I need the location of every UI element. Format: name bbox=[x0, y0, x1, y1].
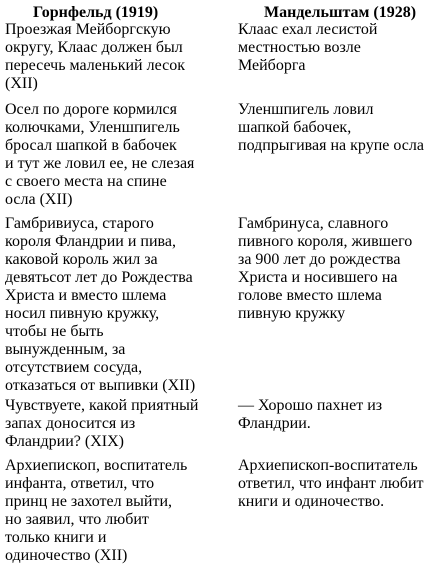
column-header-gornfeld: Горнфельд (1919) bbox=[33, 4, 159, 21]
row-3-gornfeld-text: Гамбривиуса, старого короля Фландрии и пива, каковой король жил за девятьсот лет до Рождества Христа и вместо шлема носил пивную кружку, чтобы не быть вынужденным, за отсутствием сосуда, отказаться от выпивки (XII) bbox=[5, 215, 196, 394]
row-1-gornfeld-text: Проезжая Мейборгскую округу, Клаас должен был пересечь маленький лесок (XII) bbox=[5, 21, 185, 92]
row-5-gornfeld-text: Архиепископ, воспитатель инфанта, ответил, что принц не захотел выйти, но заявил, что любит только книги и одиночество (XII) bbox=[5, 457, 188, 564]
row-5-mandelstam-text: Архиепископ-воспитатель ответил, что инфант любит книги и одиночество. bbox=[238, 457, 424, 510]
row-4-gornfeld-text: Чувствуете, какой приятный запах доносится из Фландрии? (XIX) bbox=[5, 397, 199, 450]
column-header-mandelstam: Мандельштам (1928) bbox=[264, 4, 417, 21]
row-4-mandelstam-text: — Хорошо пахнет из Фландрии. bbox=[238, 397, 383, 432]
row-3-mandelstam-text: Гамбринуса, славного пивного короля, жившего за 900 лет до рождества Христа и носившего на голове вместо шлема пивную кружку bbox=[238, 215, 413, 322]
row-1-mandelstam-text: Клаас ехал лесистой местностью возле Мейборга bbox=[238, 21, 378, 74]
row-2-mandelstam-text: Уленшпигель ловил шапкой бабочек, подпрыгивая на крупе осла bbox=[238, 101, 424, 154]
row-2-gornfeld-text: Осел по дороге кормился колючками, Уленшпигель бросал шапкой в бабочек и тут же ловил ее, не слезая с своего места на спине осла (XII) bbox=[5, 101, 195, 208]
